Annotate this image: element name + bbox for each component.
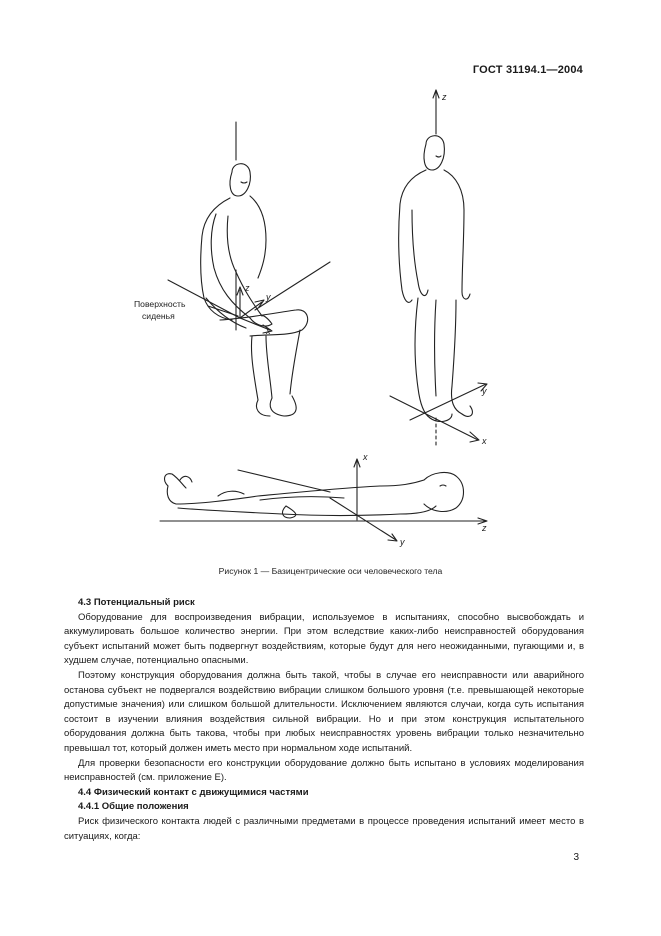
seat-surface-label-2: сиденья — [142, 311, 175, 321]
section-4-3-heading: 4.3 Потенциальный риск — [78, 597, 195, 608]
page-number: 3 — [573, 852, 579, 863]
section-4-3-paragraph-1: Оборудование для воспроизведения вибрации, используемое в испытаниях, способно высвобождать и аккумулировать большое количество энергии. При этом вследствие каких-либо неисправностей оборудования субъект испытаний может быть подвергнут воздействиям, которые будут для него неожиданными, пугающими и, в худшем случае, потенциально опасными. — [64, 611, 584, 667]
lying-figure — [160, 459, 487, 541]
lying-axis-x-label: x — [363, 452, 368, 462]
seated-axis-z-label: z — [245, 283, 250, 293]
section-4-4-heading: 4.4 Физический контакт с движущимися частями — [78, 786, 309, 798]
section-4-3-paragraph-2: Поэтому конструкция оборудования должна быть такой, чтобы в случае его неисправности или аварийного останова субъект не подвергался воздействию вибрации слишком большого уровня (т.е. превышающей некоторые допустимые значения) или слишком большой длительности. Исключением являются случаи, когда суть испытания состоит в изучении влияния воздействия сильной вибрации. Но и при этом конструкция испытательного оборудования должна быть такова, чтобы при любых неисправностях уровень вибрации только незначительно превышал тот, который должен иметь место при нормальном ходе испытаний. — [64, 669, 584, 754]
section-4-4-1-heading: 4.4.1 Общие положения — [78, 801, 189, 813]
seated-axis-x-label: x — [266, 326, 271, 336]
standing-axis-z-label: z — [442, 92, 447, 102]
figure-caption: Рисунок 1 — Базицентрические оси человеческого тела — [218, 566, 443, 576]
section-4-4-1-paragraph: Риск физического контакта людей с различными предметами в процессе проведения испытаний имеет место в ситуациях, когда: — [64, 815, 584, 842]
standing-axis-x-label: x — [482, 436, 487, 446]
section-4-3-paragraph-3: Для проверки безопасности его конструкции оборудование должно быть испытано в условиях моделирования неисправностей (см. приложение Е). — [64, 757, 584, 784]
seat-surface-label-1: Поверхность — [134, 299, 186, 309]
lying-axis-z-label: z — [482, 523, 487, 533]
standing-figure — [390, 90, 487, 446]
standing-axis-y-label: y — [482, 386, 487, 396]
lying-axis-y-label: y — [400, 537, 405, 547]
main-text — [64, 596, 584, 844]
seated-figure — [168, 122, 330, 416]
seated-axis-y-label: y — [266, 292, 271, 302]
document-header: ГОСТ 31194.1—2004 — [472, 64, 583, 76]
